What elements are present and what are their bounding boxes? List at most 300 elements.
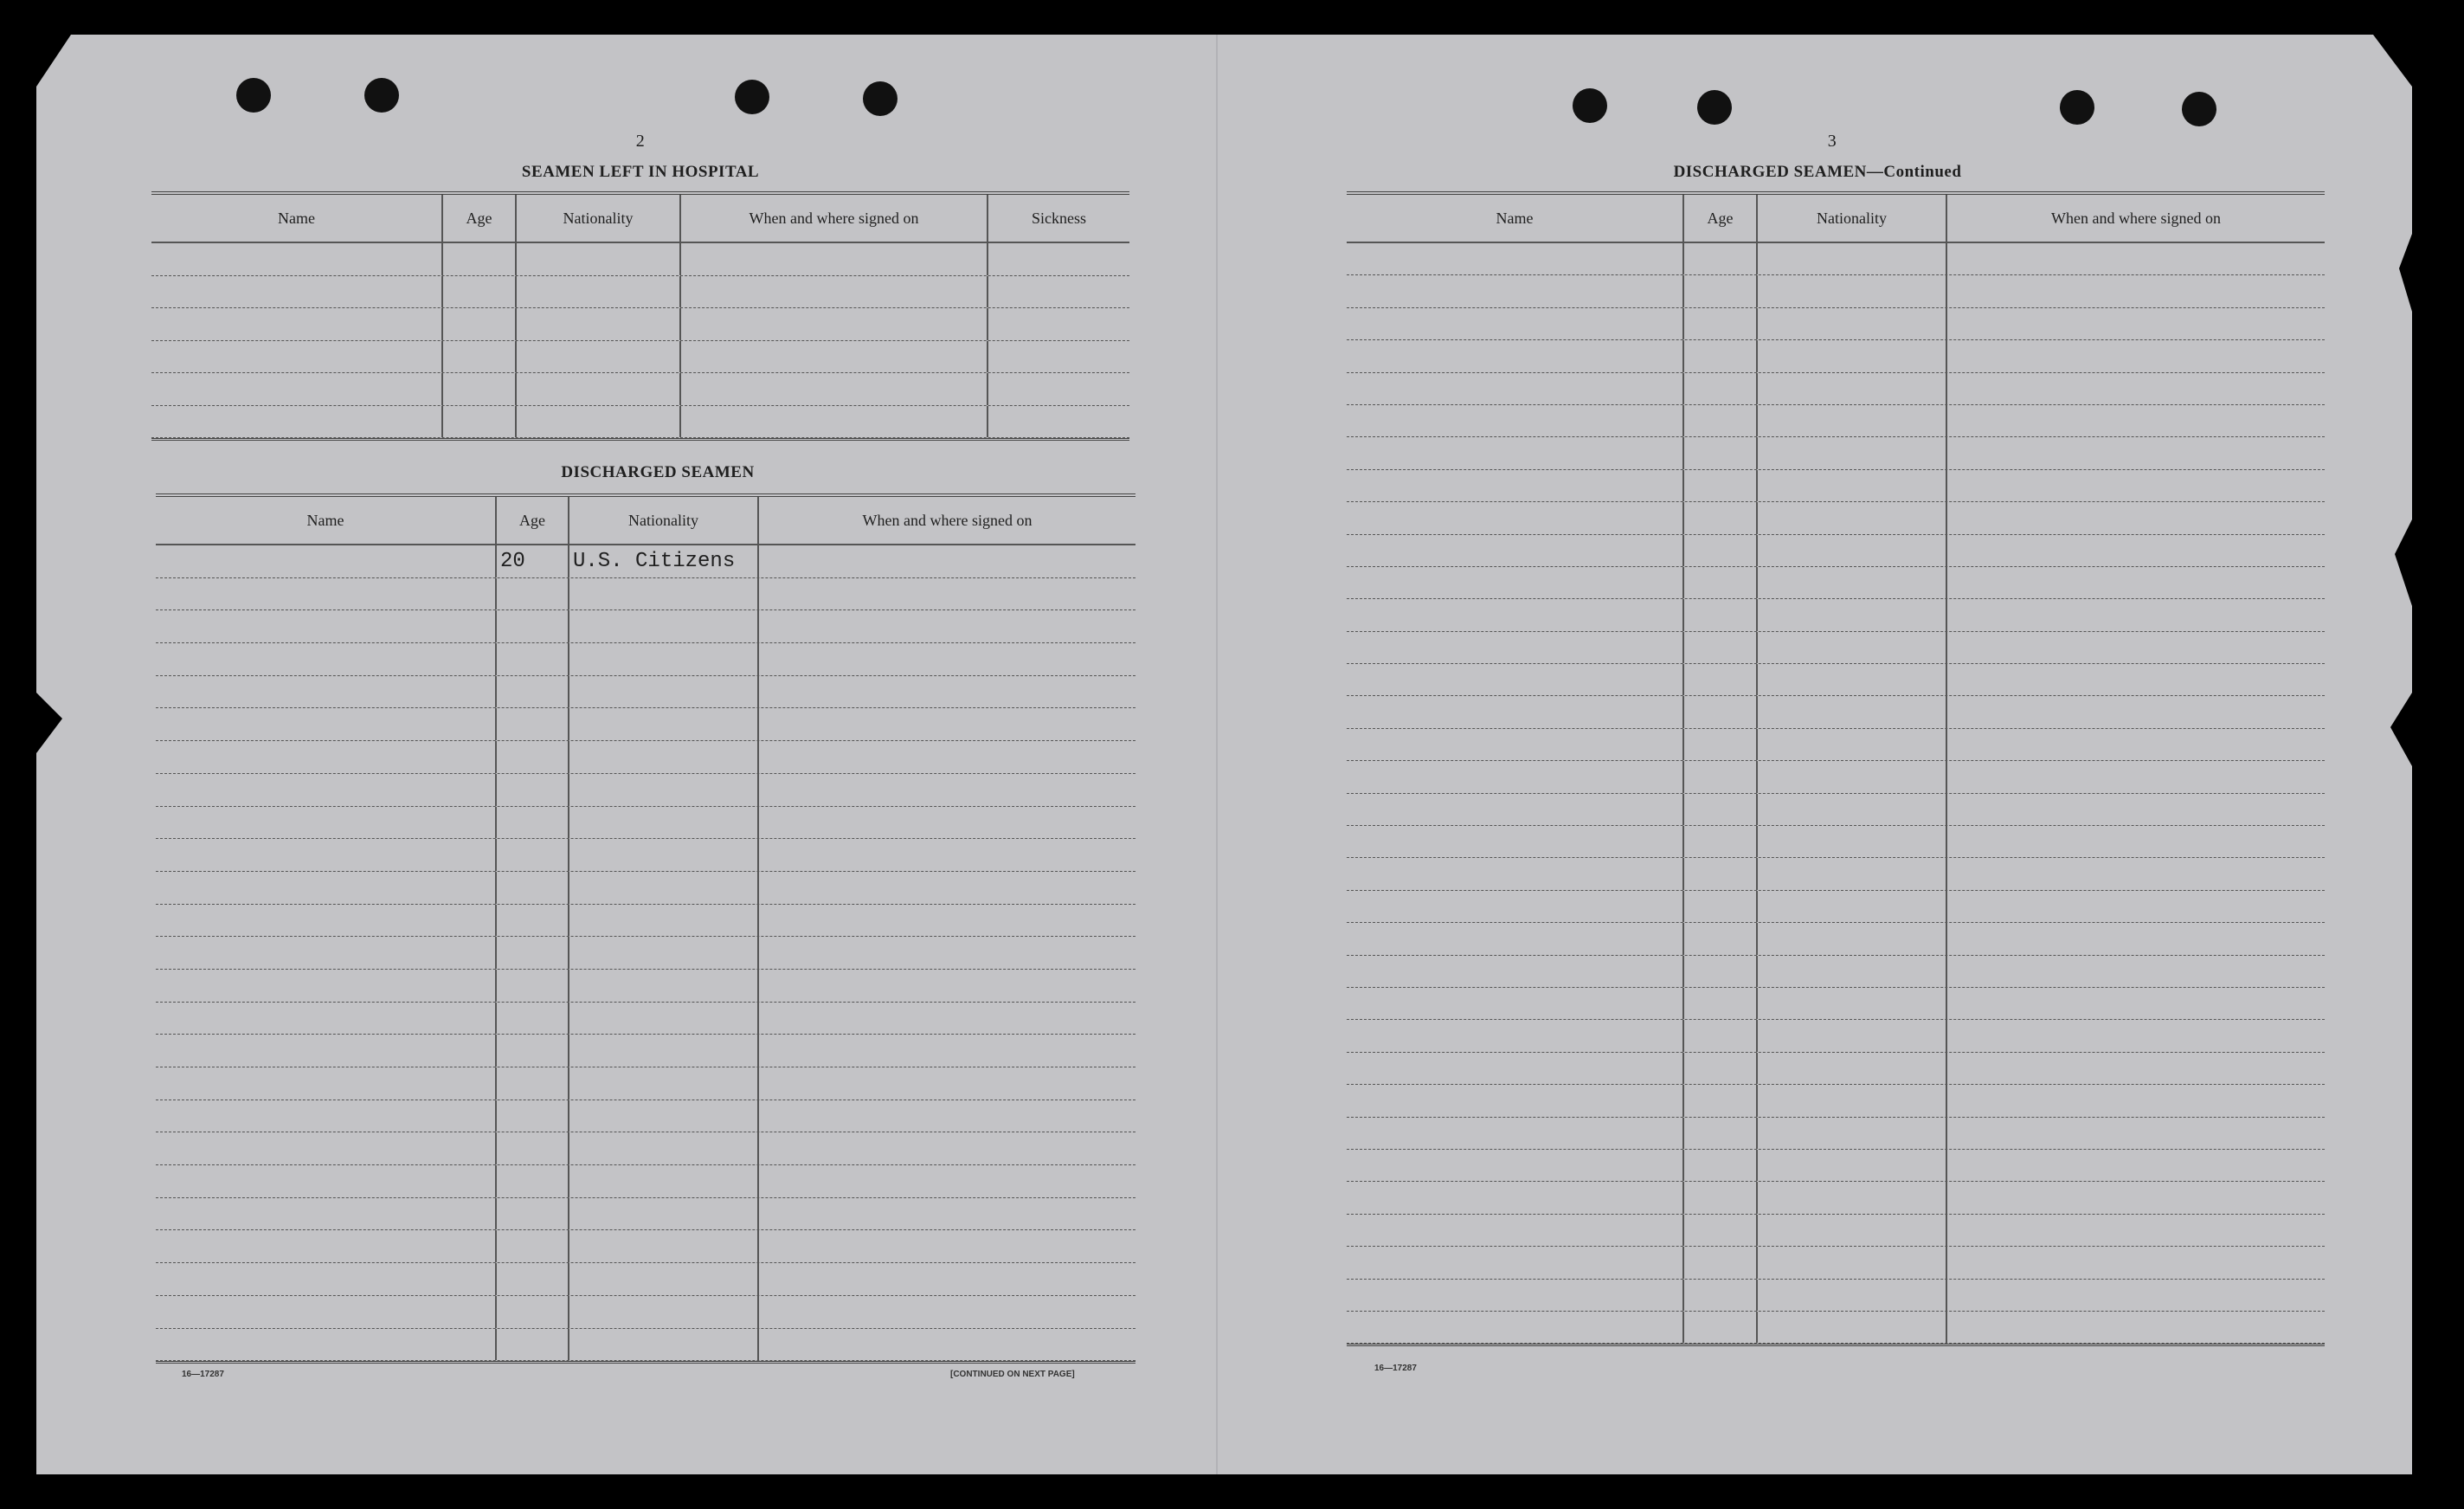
table-cell [151,276,443,308]
table-cell [497,1230,569,1262]
table-row [1347,535,2325,567]
table-cell [1347,308,1684,339]
table-cell [156,610,497,642]
hospital-table-title: SEAMEN LEFT IN HOSPITAL [521,163,760,181]
column-header: When and where signed on [862,511,1033,529]
form-number-right: 16—17287 [1374,1364,1417,1373]
table-cell: U.S. Citizens [569,545,759,577]
punch-hole [236,78,271,113]
left-page-number: 2 [635,132,646,151]
table-row [151,373,1129,406]
table-cell [569,708,759,740]
form-number: 16—17287 [182,1370,224,1379]
table-cell [497,676,569,708]
table-row [1347,891,2325,923]
table-cell [1758,340,1947,371]
discharged-table [156,493,1135,1364]
table-cell [1758,1215,1947,1246]
table-cell [1947,1247,2325,1278]
table-cell [1347,761,1684,792]
table-cell [517,243,681,275]
table-cell [156,578,497,610]
table-cell [1347,956,1684,987]
table-cell [151,341,443,373]
table-cell [1758,437,1947,468]
table-cell [1758,308,1947,339]
discharged-table-title: DISCHARGED SEAMEN [561,463,755,481]
table-cell [1758,858,1947,889]
table-row [1347,340,2325,372]
table-row [1347,1215,2325,1247]
column-header: Nationality [569,497,759,544]
table-row [151,243,1129,276]
table-cell [1758,1085,1947,1116]
table-cell [1347,632,1684,663]
table-cell [569,1296,759,1328]
table-cell [1347,567,1684,598]
table-row [1347,373,2325,405]
table-cell [569,1003,759,1035]
table-cell [1684,470,1758,501]
table-row [156,1035,1135,1067]
table-cell [1947,1020,2325,1051]
table-cell [1947,858,2325,889]
table-cell [1347,826,1684,857]
table-cell [759,676,1135,708]
table-cell [759,1198,1135,1230]
table-cell [1947,761,2325,792]
table-cell [759,807,1135,839]
table-cell [497,643,569,675]
punch-hole [863,81,897,116]
table-row [156,1329,1135,1362]
table-cell [681,243,988,275]
table-row [156,545,1135,578]
table-row [1347,729,2325,761]
table-row [156,970,1135,1003]
table-row [151,341,1129,374]
table-cell [1947,308,2325,339]
table-cell [1947,599,2325,630]
table-cell [1684,243,1758,274]
table-cell [569,1230,759,1262]
table-row [156,807,1135,840]
table-cell [1947,1118,2325,1149]
table-cell [497,1198,569,1230]
punch-hole [2182,92,2216,126]
table-cell [759,905,1135,937]
table-cell [1684,858,1758,889]
table-cell [1947,1053,2325,1084]
table-cell [156,1100,497,1132]
table-cell [497,774,569,806]
table-cell [156,807,497,839]
table-cell [156,741,497,773]
table-cell [1684,632,1758,663]
table-cell [569,1132,759,1164]
table-cell [1684,1085,1758,1116]
table-cell [1347,275,1684,306]
table-row [156,872,1135,905]
table-cell [497,1067,569,1100]
table-cell [569,1035,759,1067]
table-cell [443,341,517,373]
table-cell [988,308,1129,340]
table-cell [1758,470,1947,501]
table-cell [1684,1020,1758,1051]
table-row [1347,243,2325,275]
table-cell [443,276,517,308]
table-cell [759,1132,1135,1164]
table-row [1347,1020,2325,1052]
table-cell [759,872,1135,904]
table-cell [517,341,681,373]
table-cell [156,1230,497,1262]
table-cell [569,774,759,806]
table-cell [156,643,497,675]
table-cell [497,1132,569,1164]
table-cell [1684,988,1758,1019]
table-cell [1684,1280,1758,1311]
table-row [1347,405,2325,437]
table-cell [759,937,1135,969]
table-cell [517,406,681,438]
table-cell [1684,1053,1758,1084]
table-cell [759,708,1135,740]
table-cell [1684,761,1758,792]
table-cell [1758,1020,1947,1051]
table-cell [497,1100,569,1132]
column-header: Name [151,195,443,242]
table-row [156,774,1135,807]
table-row [156,708,1135,741]
table-cell [443,406,517,438]
table-cell [156,1035,497,1067]
table-cell [1347,1085,1684,1116]
punch-hole [2060,90,2094,125]
table-cell [156,545,497,577]
table-row [1347,1085,2325,1117]
table-cell [1684,599,1758,630]
table-cell [1947,373,2325,404]
table-cell [569,839,759,871]
table-cell [988,406,1129,438]
table-cell [156,1067,497,1100]
table-cell [988,341,1129,373]
table-cell [1758,535,1947,566]
table-cell [1347,1215,1684,1246]
table-cell [759,1329,1135,1361]
table-row [1347,794,2325,826]
table-cell [1758,275,1947,306]
table-row [1347,988,2325,1020]
table-cell [497,970,569,1002]
table-cell [681,373,988,405]
table-cell [1947,729,2325,760]
table-cell [1684,502,1758,533]
table-cell [1684,696,1758,727]
table-cell [1684,1118,1758,1149]
table-cell [681,341,988,373]
table-cell [988,373,1129,405]
table-cell [517,276,681,308]
table-cell [1758,1150,1947,1181]
table-cell [1947,632,2325,663]
table-row [1347,1280,2325,1312]
table-row [1347,632,2325,664]
table-row [156,839,1135,872]
punch-hole [1573,88,1607,123]
table-cell [1758,599,1947,630]
table-cell [151,406,443,438]
table-cell [1947,1150,2325,1181]
table-cell [443,373,517,405]
table-row [1347,599,2325,631]
punch-hole [735,80,769,114]
table-cell [1347,1150,1684,1181]
table-cell [1684,373,1758,404]
discharged-continued-table [1347,191,2325,1346]
table-cell [1684,535,1758,566]
table-cell [1684,956,1758,987]
table-cell [681,308,988,340]
table-cell [151,243,443,275]
table-row [151,308,1129,341]
table-cell [1684,340,1758,371]
continued-note: [CONTINUED ON NEXT PAGE] [950,1370,1075,1379]
table-cell [1947,1085,2325,1116]
table-cell [1347,437,1684,468]
table-row [1347,437,2325,469]
table-cell [497,741,569,773]
table-cell [759,970,1135,1002]
table-cell [1347,340,1684,371]
table-cell [156,708,497,740]
table-cell [681,276,988,308]
table-cell [1684,567,1758,598]
table-cell [569,1067,759,1100]
column-header: Age [1684,195,1758,242]
table-cell [569,1263,759,1295]
table-cell [1347,1247,1684,1278]
table-cell [1347,923,1684,954]
table-cell [1758,1280,1947,1311]
table-cell [1347,470,1684,501]
table-row [1347,1247,2325,1279]
table-cell [1684,664,1758,695]
table-cell [156,970,497,1002]
table-header [151,195,1129,243]
table-cell [1347,502,1684,533]
table-cell [759,1165,1135,1197]
table-cell [1947,891,2325,922]
table-cell [988,276,1129,308]
table-cell [497,1296,569,1328]
table-cell [759,1263,1135,1295]
table-row [1347,664,2325,696]
table-cell [1684,275,1758,306]
table-row [156,1230,1135,1263]
table-cell [759,741,1135,773]
table-cell [497,839,569,871]
table-cell [497,708,569,740]
table-cell [1758,1118,1947,1149]
table-row [1347,470,2325,502]
table-cell [1758,1312,1947,1343]
table-cell [1347,1053,1684,1084]
column-header: Name [156,497,497,544]
table-cell [156,1329,497,1361]
table-cell [1758,696,1947,727]
table-cell [151,373,443,405]
column-header: Name [1347,195,1684,242]
table-row [1347,956,2325,988]
table-cell [1947,664,2325,695]
table-cell [497,1035,569,1067]
table-cell [156,676,497,708]
table-row [156,1003,1135,1035]
table-cell [988,243,1129,275]
table-cell [1947,826,2325,857]
table-cell [517,308,681,340]
table-cell [156,905,497,937]
table-row [1347,1182,2325,1214]
table-cell [1947,405,2325,436]
table-cell [759,1035,1135,1067]
table-cell [569,1165,759,1197]
table-cell [1947,988,2325,1019]
table-cell [759,545,1135,577]
table-cell [759,774,1135,806]
table-cell [1947,502,2325,533]
table-cell [1947,567,2325,598]
table-cell [1347,664,1684,695]
table-row [156,1263,1135,1296]
table-cell [1758,405,1947,436]
column-header: Age [497,497,569,544]
table-cell [1684,437,1758,468]
table-cell [569,741,759,773]
table-cell [1347,1312,1684,1343]
table-cell [1758,826,1947,857]
table-row [1347,761,2325,793]
table-cell [1758,891,1947,922]
hospital-table [151,191,1129,441]
table-row [156,741,1135,774]
table-cell [1347,1020,1684,1051]
table-cell [156,937,497,969]
table-cell [1684,729,1758,760]
table-header [156,497,1135,545]
table-cell [1347,696,1684,727]
table-cell [517,373,681,405]
table-cell [569,676,759,708]
table-cell [569,643,759,675]
table-cell [1684,1182,1758,1213]
table-cell [1758,761,1947,792]
table-row [156,1296,1135,1329]
table-cell [1347,858,1684,889]
table-cell [1947,1280,2325,1311]
table-cell [1947,535,2325,566]
table-cell [759,1296,1135,1328]
table-cell [497,905,569,937]
punch-hole [364,78,399,113]
table-row [1347,308,2325,340]
table-cell [1347,1118,1684,1149]
table-cell [759,610,1135,642]
table-row [151,406,1129,439]
table-cell [497,872,569,904]
table-cell [569,872,759,904]
table-cell [497,807,569,839]
table-cell [1758,373,1947,404]
column-header: When and where signed on [2051,209,2221,227]
table-row [156,578,1135,611]
table-cell [1347,1280,1684,1311]
table-cell [1684,923,1758,954]
table-row [1347,696,2325,728]
table-cell [759,1100,1135,1132]
table-cell [681,406,988,438]
table-cell [1947,437,2325,468]
table-row [1347,1053,2325,1085]
table-cell [569,1100,759,1132]
column-header: Age [443,195,517,242]
table-cell [759,578,1135,610]
table-cell [1758,567,1947,598]
table-cell [1758,729,1947,760]
table-cell [1684,891,1758,922]
table-cell [759,643,1135,675]
table-cell [1947,470,2325,501]
table-cell [156,1296,497,1328]
table-cell [569,1329,759,1361]
table-row [1347,923,2325,955]
punch-hole [1697,90,1732,125]
table-row [1347,826,2325,858]
table-cell [497,610,569,642]
table-row [156,1100,1135,1133]
table-cell [1347,1182,1684,1213]
right-page-number: 3 [1827,132,1837,151]
table-cell [1347,599,1684,630]
table-cell [1347,243,1684,274]
table-cell [569,1198,759,1230]
table-cell [1684,826,1758,857]
table-cell [497,1263,569,1295]
table-cell [1347,891,1684,922]
table-cell [1684,405,1758,436]
table-cell [497,1329,569,1361]
table-cell [569,937,759,969]
table-cell [1758,1247,1947,1278]
table-cell [1758,1182,1947,1213]
table-cell [1758,1053,1947,1084]
table-cell [1947,696,2325,727]
table-cell [156,839,497,871]
table-cell [759,1067,1135,1100]
table-cell [1758,956,1947,987]
table-row [1347,1150,2325,1182]
table-cell [759,1003,1135,1035]
table-cell [1758,243,1947,274]
table-row [1347,858,2325,890]
continued-table-title: DISCHARGED SEAMEN—Continued [1673,163,1962,181]
table-cell [1947,1182,2325,1213]
table-row [156,1165,1135,1198]
table-cell: 20 [497,545,569,577]
